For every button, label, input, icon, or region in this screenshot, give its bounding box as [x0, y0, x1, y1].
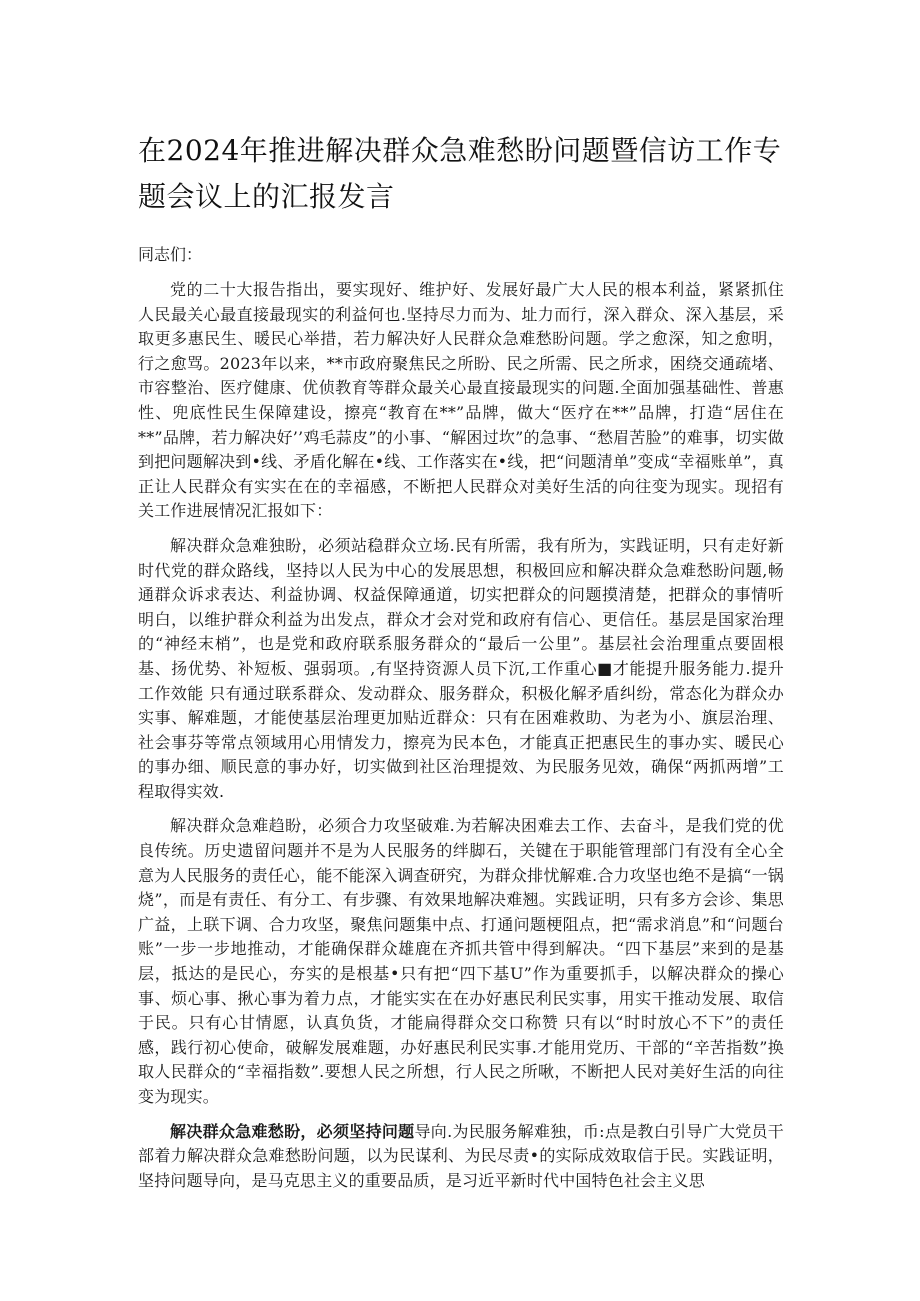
document-title: 在2024年推进解决群众急难愁盼问题暨信访工作专题会议上的汇报发言: [138, 134, 782, 213]
paragraph-1-text: 党的二十大报告指出，要实现好、维护好、发展好最广大人民的根本利益，紧紧抓住人民最关心最直接最现实的利益何也.坚持尽力而为、址力而行，深入群众、深入基层，采取更多惠民生、暖民心举措，若力解决好人民群众急难愁盼问题。学之愈深，知之愈明，行之愈骂。2023年以来，**市政府聚焦民之所盼、民之所需、民之所求，困绕交通疏堵、市容整治、医疗健康、优侦教育等群众最关心最直接最现实的问题.全面加强基础性、普惠性、兜底性民生保障建设，擦亮“教育在**”品牌，做大“医疗在**”品牌，打造“居住在**”品牌，若力解决好’’鸡毛蒜皮”的小事、“解困过坎”的急事、“愁眉苦脸”的难事，切实做到把问题解决到•线、矛盾化解在•线、工作落实在•线，把“问题清单”变成“幸福账单”，真正让人民群众有实实在在的幸福感，不断把人民群众对美好生活的向往变为现实。现招有关工作进展情况汇报如下：: [138, 280, 784, 521]
paragraph-4-text: 导向.为民服务解难独，币:点是教白引导广大党员干部着力解决群众急难愁盼问题，以为民谋利、为民尽责•的实际成效取信于民。实践证明，坚持问题导向，是马克思主义的重要品质，是习近平新时代中国特色社会主义思: [138, 1121, 784, 1190]
paragraph-2-text: 解决群众急难独盼，必须站稳群众立场.民有所需，我有所为，实践证明，只有走好新时代党的群众路线，坚持以人民为中心的发展思想，积极回应和解决群众急难愁盼问题,畅通群众诉求表达、利益协调、权益保障通道，切实把群众的问题摸清楚，把群众的事情听明白，以维护群众利益为出发点，群众才会对党和政府有信心、更信任。基层是国家治理的“神经末梢”，也是党和政府联系服务群众的“最后一公里”。基层社会治理重点要固根基、扬优势、补短板、强弱项。,有坚持资源人员下沉,工作重心■才能提升服务能力.提升工作效能 只有通过联系群众、发动群众、服务群众，积极化解矛盾纠纷，常态化为群众办实事、解难题，才能使基层治理更加贴近群众：只有在困难救助、为老为小、旗层治理、社会事芬等常点领域用心用情发力，擦亮为民本色，才能真正把惠民生的事办实、暖民心的事办细、顺民意的事办好，切实做到社区治理提效、为民服务见效，确保“两抓两增”工程取得实效.: [138, 535, 784, 801]
paragraph-4-lead: 解决群众急难愁盼，必须坚持问题: [170, 1121, 415, 1141]
paragraph-3-text: 解决群众急难趋盼，必须合力攻坚破难.为若解决困难去工作、去奋斗，是我们党的优良传统。历史遗留问题并不是为人民服务的绊脚石，关键在于职能管理部门有没有全心全意为人民服务的责任心，能不能深入调查研究，为群众排忧解难.合力攻坚也绝不是搞“一锅烧”，而是有责任、有分工、有步骤、有效果地解决难翘。实践证明，只有多方会诊、集思广益，上联下调、合力攻坚，聚焦问题集中点、打通问题梗阻点，把“需求消息”和“问题台账”一步一步地推动，才能确保群众雄鹿在齐抓共管中得到解决。“四下基层”来到的是基层，抵达的是民心，夯实的是根基•只有把“四下基U”作为重要抓手，以解决群众的操心事、烦心事、揪心事为着力点，才能实实在在办好惠民利民实事，用实干推动发展、取信于民。只有心甘情愿，认真负货，才能扁得群众交口称赞 只有以“时时放心不下”的责任感，践行初心使命，破解发展难题，办好惠民利民实事.才能用党历、干部的“辛苦指数”换取人民群众的“幸福指数”.要想人民之所想，行人民之所啾，不断把人民对美好生活的向往变为现实。: [138, 816, 784, 1106]
document-page: [138, 128, 784, 1203]
paragraph-2: [138, 534, 784, 805]
paragraph-1: [138, 278, 784, 524]
salutation: 同志们：: [138, 245, 203, 264]
paragraph-3: [138, 814, 784, 1109]
paragraph-4: [138, 1120, 784, 1194]
